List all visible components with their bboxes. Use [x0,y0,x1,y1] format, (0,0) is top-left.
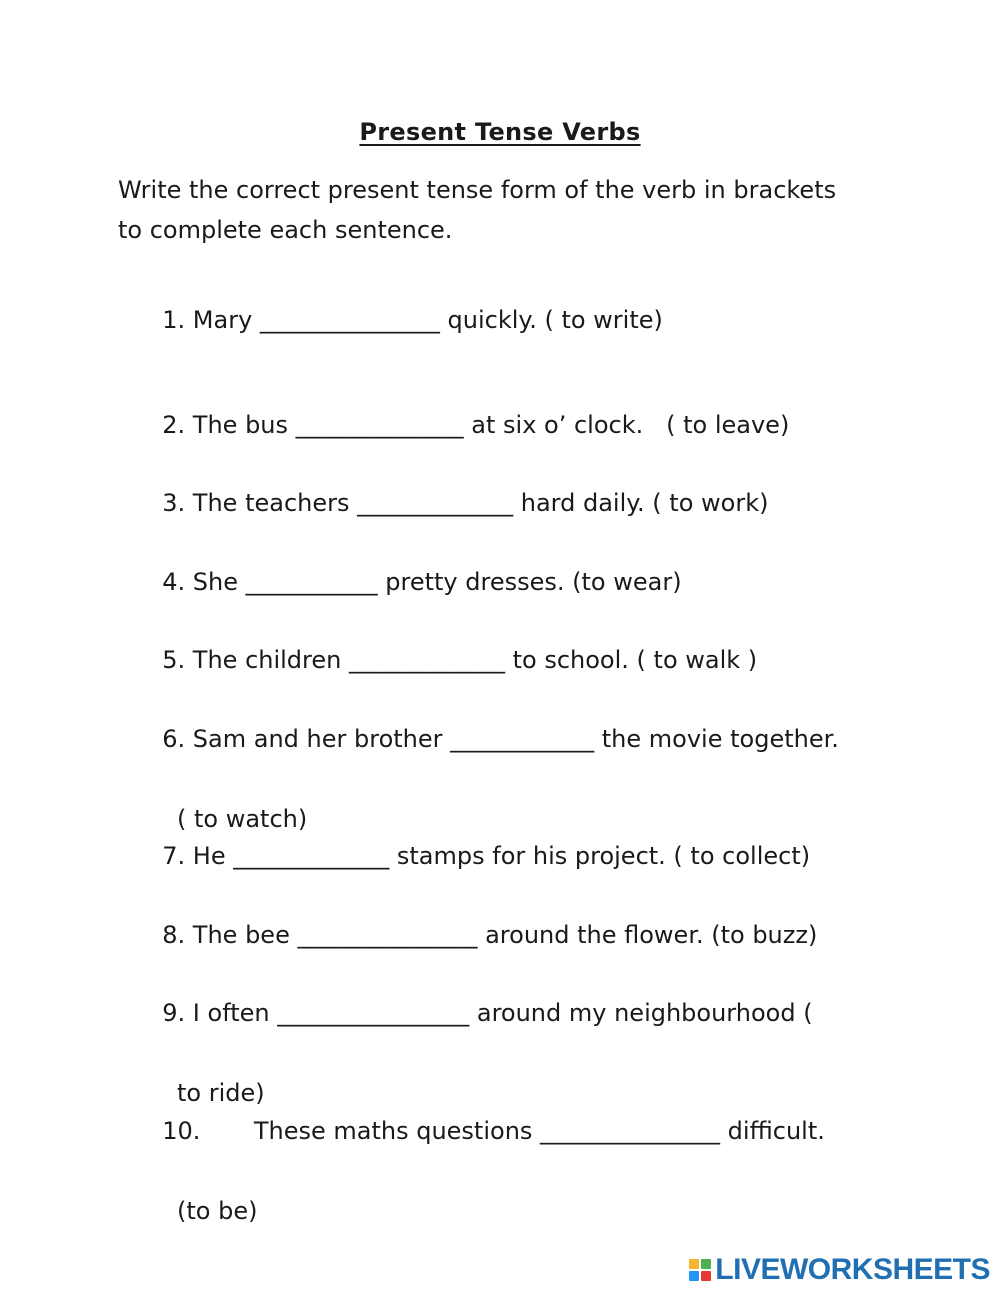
logo-block [689,1259,699,1269]
logo-block [701,1271,711,1281]
item-continuation: (to be) [177,1197,258,1225]
item-number: 3. [162,489,186,517]
exercise-item-3 [147,443,907,523]
item-number: 5. [162,646,186,674]
exercise-item-4 [147,522,907,602]
exercise-item-8 [147,875,907,955]
item-text: Sam and her brother ____________ the movie together. [185,725,839,753]
item-text: He _____________ stamps for his project. ( to collect) [185,842,811,870]
liveworksheets-logo [689,1255,990,1285]
logo-block [701,1259,711,1269]
item-text: The children _____________ to school. ( to walk ) [185,646,758,674]
exercise-item-7 [147,796,907,876]
item-number: 1. [162,306,186,334]
item-number: 6. [162,725,186,753]
exercise-item-1 [147,260,907,340]
item-number: 7. [162,842,186,870]
item-text: These maths questions _______________ difficult. [200,1117,825,1145]
item-text: The bee _______________ around the flower. (to buzz) [185,921,818,949]
item-text: Mary _______________ quickly. ( to write) [185,306,663,334]
item-number: 8. [162,921,186,949]
item-number: 9. [162,999,186,1027]
logo-blocks-icon [689,1259,711,1281]
item-number: 4. [162,568,186,596]
item-text: She ___________ pretty dresses. (to wear) [185,568,682,596]
item-number: 10. [162,1117,201,1145]
item-continuation: ( to watch) [177,805,308,833]
exercise-item-5 [147,600,907,680]
worksheet-title: Present Tense Verbs [359,118,641,146]
item-continuation: to ride) [177,1079,265,1107]
item-text: I often ________________ around my neighbourhood ( [185,999,813,1027]
exercise-item-10 [147,1071,907,1271]
logo-block [689,1271,699,1281]
instructions: Write the correct present tense form of the verb in brackets to complete each sentence. [118,176,837,244]
item-text: The teachers _____________ hard daily. ( to work) [185,489,769,517]
logo-text: LIVEWORKSHEETS [715,1253,990,1286]
exercise-item-2 [147,365,907,445]
item-text: The bus ______________ at six o’ clock. ( to leave) [185,411,790,439]
item-number: 2. [162,411,186,439]
